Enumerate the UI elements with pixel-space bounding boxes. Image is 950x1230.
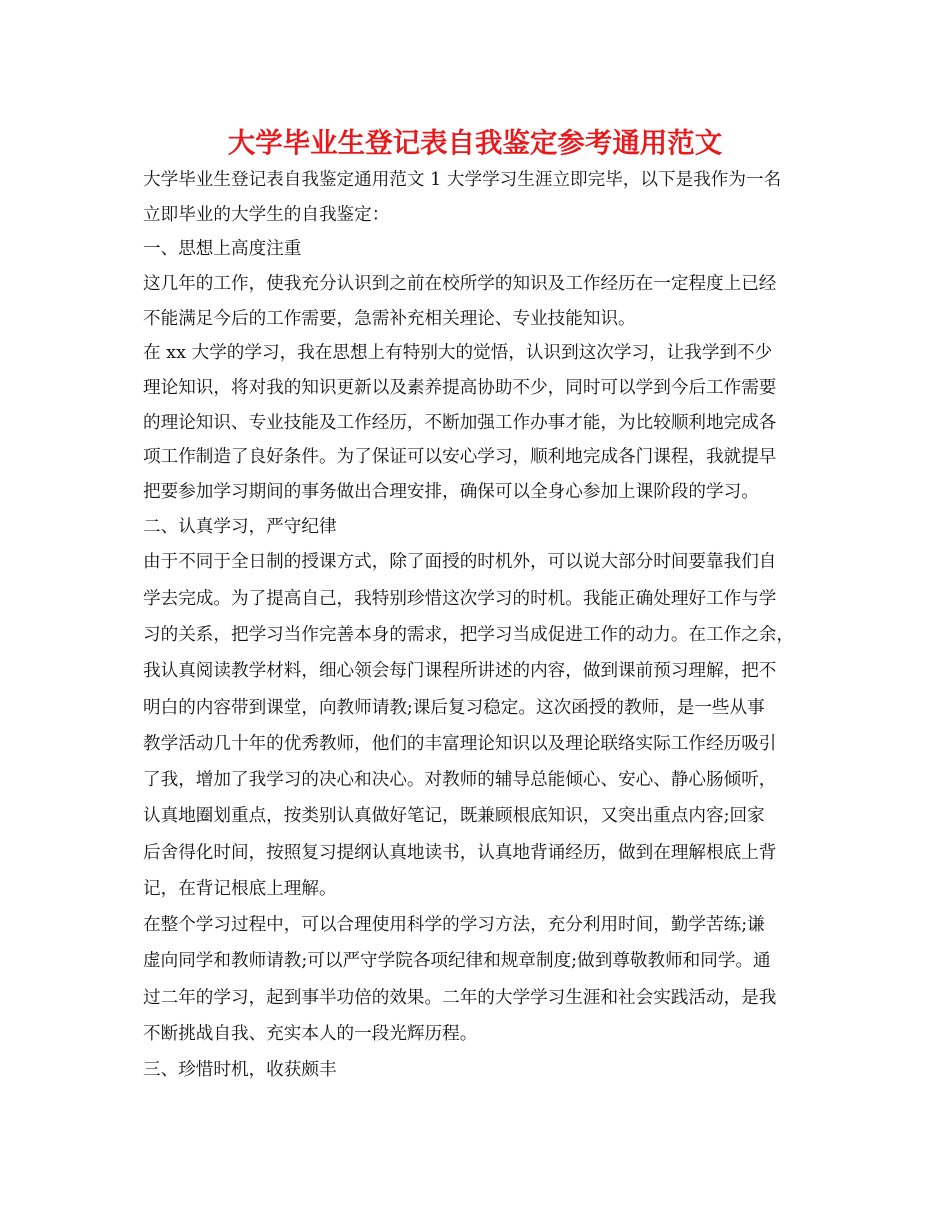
body-line: 明白的内容带到课堂，向教师请教;课后复习稳定。这次函授的教师，是一些从事 xyxy=(143,698,765,718)
body-line: 教学活动几十年的优秀教师，他们的丰富理论知识以及理论联络实际工作经历吸引 xyxy=(143,734,777,754)
body-line: 过二年的学习，起到事半功倍的效果。二年的大学学习生涯和社会实践活动，是我 xyxy=(143,988,777,1008)
body-line: 理论知识，将对我的知识更新以及素养提高协助不少，同时可以学到今后工作需要 xyxy=(143,378,777,398)
body-line: 认真地圈划重点，按类别认真做好笔记，既兼顾根底知识，又突出重点内容;回家 xyxy=(143,806,765,826)
body-line: 习的关系，把学习当作完善本身的需求，把学习当成促进工作的动力。在工作之余， xyxy=(143,625,794,645)
body-line: 我认真阅读教学材料，细心领会每门课程所讲述的内容，做到课前预习理解，把不 xyxy=(143,661,777,681)
section-heading: 一、思想上高度注重 xyxy=(143,239,302,259)
document-title: 大学毕业生登记表自我鉴定参考通用范文 xyxy=(227,128,723,159)
body-line: 学去完成。为了提高自己，我特别珍惜这次学习的时机。我能正确处理好工作与学 xyxy=(143,589,777,609)
section-heading: 三、珍惜时机，收获颇丰 xyxy=(143,1060,337,1080)
body-line: 的理论知识、专业技能及工作经历，不断加强工作办事才能，为比较顺利地完成各 xyxy=(143,413,777,433)
body-line: 把要参加学习期间的事务做出合理安排，确保可以全身心参加上课阶段的学习。 xyxy=(143,482,759,502)
body-line: 不断挑战自我、充实本人的一段光辉历程。 xyxy=(143,1024,478,1044)
body-line: 大学毕业生登记表自我鉴定通用范文 1 大学学习生涯立即完毕，以下是我作为一名 xyxy=(143,170,782,190)
body-line: 了我，增加了我学习的决心和决心。对教师的辅导总能倾心、安心、静心肠倾听， xyxy=(143,770,777,790)
body-line: 项工作制造了良好条件。为了保证可以安心学习，顺利地完成各门课程，我就提早 xyxy=(143,447,777,467)
body-line: 这几年的工作，使我充分认识到之前在校所学的知识及工作经历在一定程度上已经 xyxy=(143,274,777,294)
body-line: 记，在背记根底上理解。 xyxy=(143,879,337,899)
body-line: 由于不同于全日制的授课方式，除了面授的时机外，可以说大部分时间要靠我们自 xyxy=(143,552,777,572)
body-line: 不能满足今后的工作需要，急需补充相关理论、专业技能知识。 xyxy=(143,309,636,329)
body-line: 在整个学习过程中，可以合理使用科学的学习方法，充分利用时间，勤学苦练;谦 xyxy=(143,915,765,935)
section-heading: 二、认真学习，严守纪律 xyxy=(143,517,337,537)
body-line: 在 xx 大学的学习，我在思想上有特别大的觉悟，认识到这次学习，让我学到不少 xyxy=(143,343,773,363)
body-line: 虚向同学和教师请教;可以严守学院各项纪律和规章制度;做到尊敬教师和同学。通 xyxy=(143,951,771,971)
body-line: 后舍得化时间，按照复习提纲认真地读书，认真地背诵经历，做到在理解根底上背 xyxy=(143,843,777,863)
body-line: 立即毕业的大学生的自我鉴定： xyxy=(143,205,390,225)
